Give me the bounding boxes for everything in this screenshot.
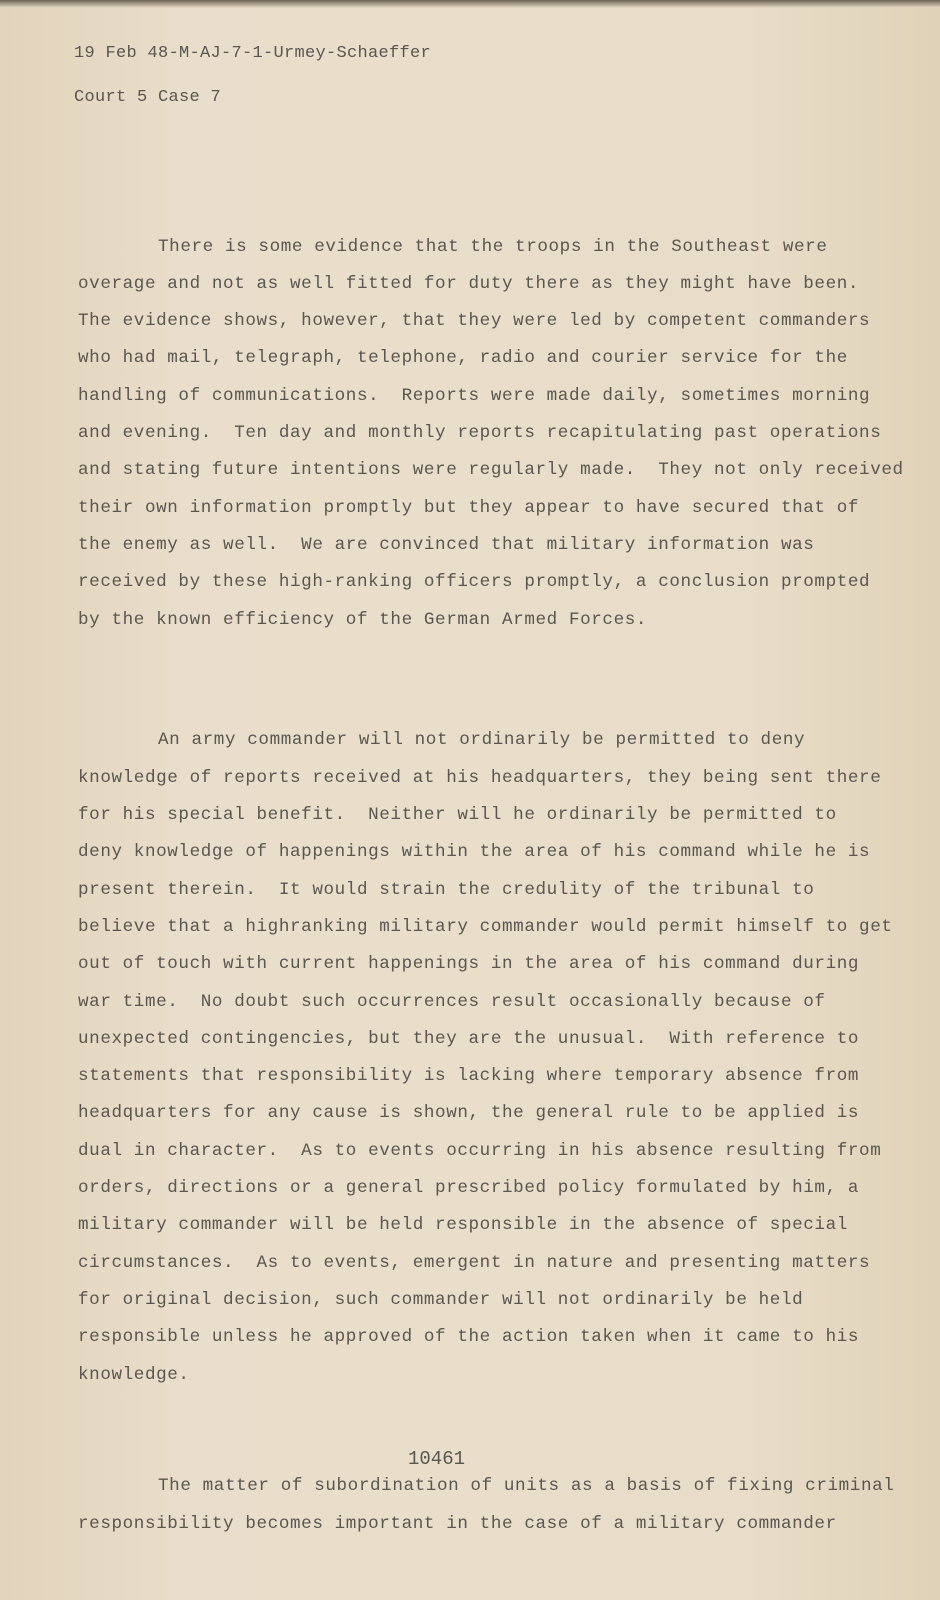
paragraph-3 bbox=[78, 1468, 895, 1543]
text-line: and evening. Ten day and monthly reports recapitulating past operations bbox=[78, 423, 882, 444]
text-line: orders, directions or a general prescribed policy formulated by him, a bbox=[78, 1178, 860, 1199]
text-line: deny knowledge of happenings within the area of his command while he is bbox=[78, 842, 871, 863]
text-line: statements that responsibility is lacking where temporary absence from bbox=[78, 1066, 860, 1087]
text-line: An army commander will not ordinarily be permitted to deny bbox=[158, 730, 806, 751]
text-line: circumstances. As to events, emergent in nature and presenting matters bbox=[78, 1252, 871, 1273]
text-line: out of touch with current happenings in the area of his command during bbox=[78, 954, 860, 975]
text-line: The matter of subordination of units as a basis of fixing criminal bbox=[158, 1476, 895, 1497]
text-line: unexpected contingencies, but they are the unusual. With reference to bbox=[78, 1028, 860, 1049]
text-line: knowledge of reports received at his headquarters, they being sent there bbox=[78, 767, 882, 788]
text-line: overage and not as well fitted for duty there as they might have been. bbox=[78, 273, 860, 294]
document-body bbox=[78, 154, 904, 1580]
court-case-label: Court 5 Case 7 bbox=[74, 88, 222, 107]
text-line: There is some evidence that the troops in the Southeast were bbox=[158, 236, 828, 257]
page-edge bbox=[0, 0, 940, 8]
text-line: believe that a highranking military commander would permit himself to get bbox=[78, 916, 893, 937]
page-number: 10461 bbox=[408, 1448, 466, 1470]
text-line: war time. No doubt such occurrences result occasionally because of bbox=[78, 991, 826, 1012]
document-reference: 19 Feb 48-M-AJ-7-1-Urmey-Schaeffer bbox=[74, 44, 432, 63]
paragraph-1 bbox=[78, 229, 904, 639]
text-line: responsibility becomes important in the case of a military commander bbox=[78, 1513, 837, 1534]
text-line: their own information promptly but they appear to have secured that of bbox=[78, 497, 860, 518]
text-line: the enemy as well. We are convinced that military information was bbox=[78, 534, 815, 555]
text-line: handling of communications. Reports were made daily, sometimes morning bbox=[78, 385, 871, 406]
text-line: The evidence shows, however, that they were led by competent commanders bbox=[78, 311, 871, 332]
text-line: who had mail, telegraph, telephone, radio and courier service for the bbox=[78, 348, 848, 369]
text-line: military commander will be held responsible in the absence of special bbox=[78, 1215, 848, 1236]
text-line: for original decision, such commander will not ordinarily be held bbox=[78, 1289, 804, 1310]
text-line: headquarters for any cause is shown, the general rule to be applied is bbox=[78, 1103, 860, 1124]
text-line: present therein. It would strain the credulity of the tribunal to bbox=[78, 879, 815, 900]
text-line: responsible unless he approved of the action taken when it came to his bbox=[78, 1327, 860, 1348]
paragraph-2 bbox=[78, 722, 893, 1393]
text-line: received by these high-ranking officers promptly, a conclusion prompted bbox=[78, 572, 871, 593]
text-line: by the known efficiency of the German Armed Forces. bbox=[78, 609, 648, 630]
text-line: dual in character. As to events occurring in his absence resulting from bbox=[78, 1140, 882, 1161]
text-line: knowledge. bbox=[78, 1364, 190, 1385]
text-line: and stating future intentions were regularly made. They not only received bbox=[78, 460, 904, 481]
text-line: for his special benefit. Neither will he ordinarily be permitted to bbox=[78, 805, 837, 826]
